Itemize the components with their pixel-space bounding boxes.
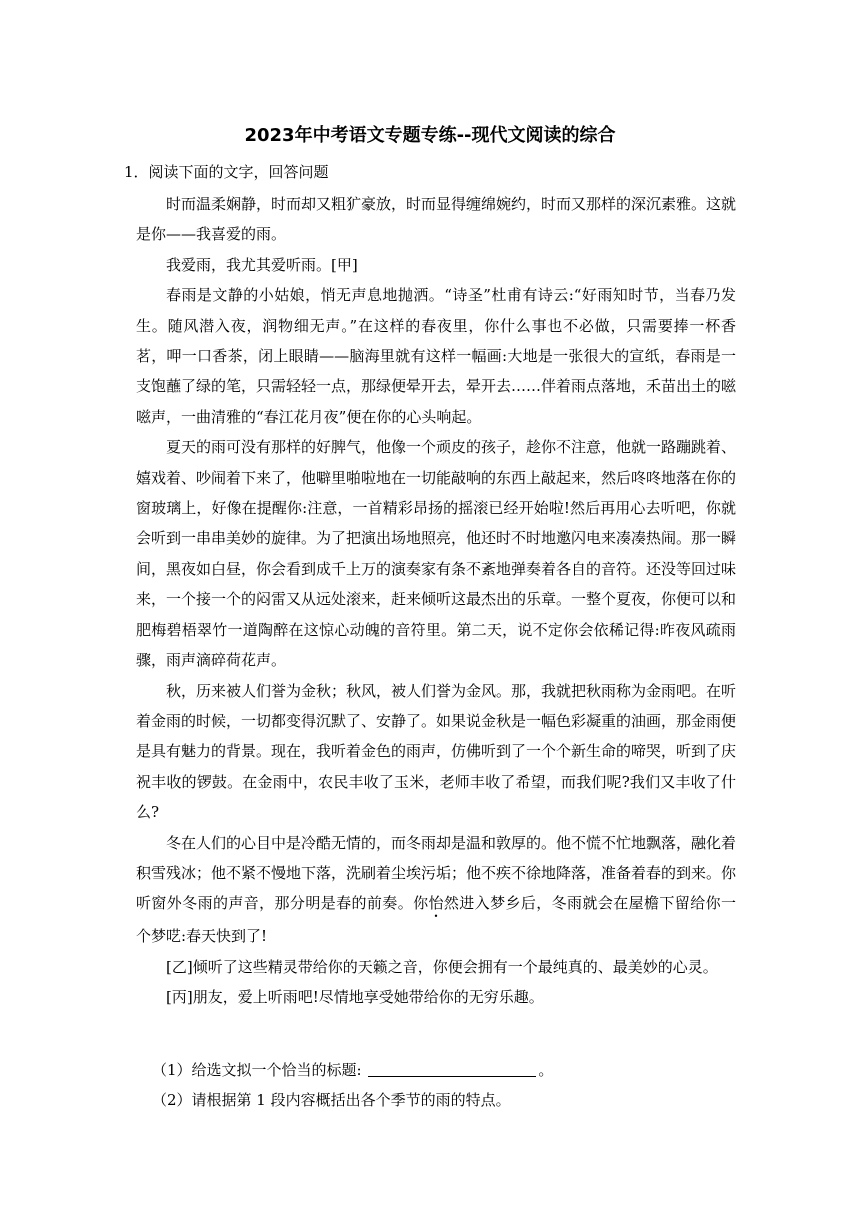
sub-question-2: [152, 1089, 511, 1111]
answer-blank[interactable]: [368, 1060, 536, 1077]
passage-text: 然进入梦乡后，冬雨就会在屋檐下留给你一个梦呓:春天快到了!: [136, 894, 736, 946]
reading-passage: [136, 189, 736, 1013]
document-title: 2023年中考语文专题专练--现代文阅读的综合: [244, 125, 616, 146]
passage-paragraph: 秋，历来被人们誉为金秋；秋风，被人们誉为金风。那，我就把秋雨称为金雨吧。在听着金雨的时候，一切都变得沉默了、安静了。如果说金秋是一幅色彩凝重的油画，那金雨便是具有魅力的背景。现在，我听着金色的雨声，仿佛听到了一个个新生命的啼哭，听到了庆祝丰收的锣鼓。在金雨中，农民丰收了玉米，老师丰收了希望，而我们呢?我们又丰收了什么?: [136, 681, 737, 822]
passage-paragraph: 时而温柔娴静，时而却又粗犷豪放，时而显得缠绵婉约，时而又那样的深沉素雅。这就是你——我喜爱的雨。: [136, 195, 737, 244]
passage-paragraph: 我爱雨，我尤其爱听雨。[甲]: [166, 255, 358, 274]
passage-paragraph: [乙]倾听了这些精灵带给你的天籁之音，你便会拥有一个最纯真的、最美妙的心灵。: [166, 957, 718, 976]
passage-paragraph: [136, 828, 736, 952]
question-heading: 1．阅读下面的文字，回答问题: [124, 163, 329, 181]
sub-question-end: 。: [538, 1061, 554, 1079]
passage-paragraph: 春雨是文静的小姑娘，悄无声息地抛洒。“诗圣”杜甫有诗云:“好雨知时节，当春乃发生。随风潜入夜，润物细无声。”在这样的春夜里，你什么事也不必做，只需要捧一杯香茗，呷一口香茶，闭上眼睛——脑海里就有这样一幅画:大地是一张很大的宣纸，春雨是一支饱蘸了绿的笔，只需轻轻一点，那绿便晕开去，晕开去……伴着雨点落地，禾苗出土的嗞嗞声，一曲清雅的“春江花月夜”便在你的心头响起。: [136, 286, 737, 426]
dotted-character: 怡: [428, 894, 444, 913]
sub-question-text: （2）请根据第 1 段内容概括出各个季节的雨的特点。: [152, 1091, 511, 1109]
passage-paragraph: 夏天的雨可没有那样的好脾气，他像一个顽皮的孩子，趁你不注意，他就一路蹦跳着、嬉戏着、吵闹着下来了，他噼里啪啦地在一切能敲响的东西上敲起来，然后咚咚地落在你的窗玻璃上，好像在提醒你:注意，一首精彩昂扬的摇滚已经开始啦!然后再用心去听吧，你就会听到一串串美妙的旋律。为了把演出场地照亮，他还时不时地邀闪电来凑凑热闹。那一瞬间，黑夜如白昼，你会看到成千上万的演奏家有条不紊地弹奏着各自的音符。还没等回过味来，一个接一个的闷雷又从远处滚来，赶来倾听这最杰出的乐章。一整个夏夜，你便可以和肥梅碧梧翠竹一道陶醉在这惊心动魄的音符里。第二天，说不定你会依稀记得:昨夜风疏雨骤，雨声滴碎荷花声。: [136, 438, 737, 670]
sub-question-1: [152, 1059, 553, 1081]
passage-paragraph: [丙]朋友，爱上听雨吧!尽情地享受她带给你的无穷乐趣。: [166, 988, 544, 1007]
passage-text: 冬在人们的心目中是冷酷无情的，而冬雨却是温和敦厚的。他不慌不忙地飘落，融化着积雪残冰；他不紧不慢地下落，洗刷着尘埃污垢；他不疾不徐地降落，准备着春的到来。你听窗外冬雨的声音，那分明是春的前奏。你: [136, 833, 737, 913]
sub-question-text: （1）给选文拟一个恰当的标题:: [152, 1061, 362, 1079]
